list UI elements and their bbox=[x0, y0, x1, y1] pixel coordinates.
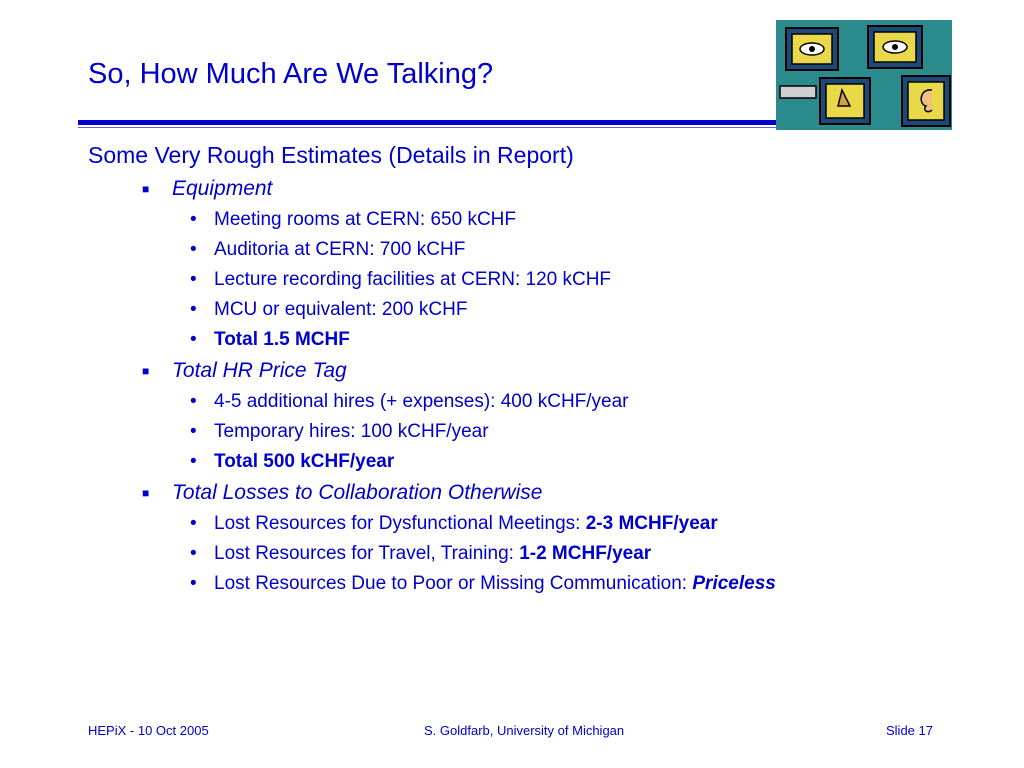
monitors-illustration-icon bbox=[776, 20, 952, 130]
item-text: MCU or equivalent: 200 kCHF bbox=[214, 299, 468, 320]
list-item bbox=[88, 205, 988, 235]
list-item bbox=[88, 417, 988, 447]
list-item bbox=[88, 539, 988, 569]
list-item bbox=[88, 387, 988, 417]
item-text: Lost Resources for Dysfunctional Meetings: bbox=[214, 513, 586, 534]
title-rule-thin bbox=[78, 127, 778, 128]
item-emphasis: 1-2 MCHF/year bbox=[519, 543, 652, 564]
dot-bullet-icon: • bbox=[190, 209, 197, 230]
square-bullet-icon: ■ bbox=[142, 364, 150, 378]
section-hr-price-tag bbox=[88, 355, 988, 387]
dot-bullet-icon: • bbox=[190, 543, 197, 564]
section-equipment bbox=[88, 173, 988, 205]
list-item bbox=[88, 265, 988, 295]
dot-bullet-icon: • bbox=[190, 513, 197, 534]
square-bullet-icon: ■ bbox=[142, 182, 150, 196]
list-item bbox=[88, 509, 988, 539]
list-item-total bbox=[88, 447, 988, 477]
section-heading: Some Very Rough Estimates (Details in Report) bbox=[88, 142, 574, 168]
footer-left: HEPiX - 10 Oct 2005 bbox=[88, 723, 209, 738]
dot-bullet-icon: • bbox=[190, 239, 197, 260]
dot-bullet-icon: • bbox=[190, 329, 197, 350]
footer-center: S. Goldfarb, University of Michigan bbox=[424, 723, 625, 738]
list-item-total bbox=[88, 325, 988, 355]
item-text: 4-5 additional hires (+ expenses): 400 kCHF/year bbox=[214, 391, 629, 412]
item-text: Auditoria at CERN: 700 kCHF bbox=[214, 239, 466, 260]
list-item bbox=[88, 295, 988, 325]
item-text: Total 500 kCHF/year bbox=[214, 451, 395, 472]
item-text: Temporary hires: 100 kCHF/year bbox=[214, 421, 489, 442]
item-text: Lost Resources Due to Poor or Missing Communication: bbox=[214, 573, 693, 594]
item-emphasis: Priceless bbox=[692, 573, 776, 594]
slide-body bbox=[88, 142, 988, 599]
section-losses bbox=[88, 477, 988, 509]
item-text: Total 1.5 MCHF bbox=[214, 329, 350, 350]
item-emphasis: 2-3 MCHF/year bbox=[585, 513, 718, 534]
title-rule bbox=[78, 120, 778, 125]
section-label: Total Losses to Collaboration Otherwise bbox=[172, 481, 543, 504]
dot-bullet-icon: • bbox=[190, 391, 197, 412]
dot-bullet-icon: • bbox=[190, 421, 197, 442]
item-text: Meeting rooms at CERN: 650 kCHF bbox=[214, 209, 516, 230]
dot-bullet-icon: • bbox=[190, 451, 197, 472]
list-item bbox=[88, 569, 988, 599]
dot-bullet-icon: • bbox=[190, 269, 197, 290]
square-bullet-icon: ■ bbox=[142, 486, 150, 500]
dot-bullet-icon: • bbox=[190, 299, 197, 320]
item-text: Lost Resources for Travel, Training: bbox=[214, 543, 520, 564]
section-label: Equipment bbox=[172, 177, 273, 200]
item-text: Lecture recording facilities at CERN: 120 kCHF bbox=[214, 269, 612, 290]
dot-bullet-icon: • bbox=[190, 573, 197, 594]
list-item bbox=[88, 235, 988, 265]
footer-slide-number: Slide 17 bbox=[886, 723, 933, 738]
slide-title: So, How Much Are We Talking? bbox=[88, 58, 494, 90]
section-label: Total HR Price Tag bbox=[172, 359, 347, 382]
